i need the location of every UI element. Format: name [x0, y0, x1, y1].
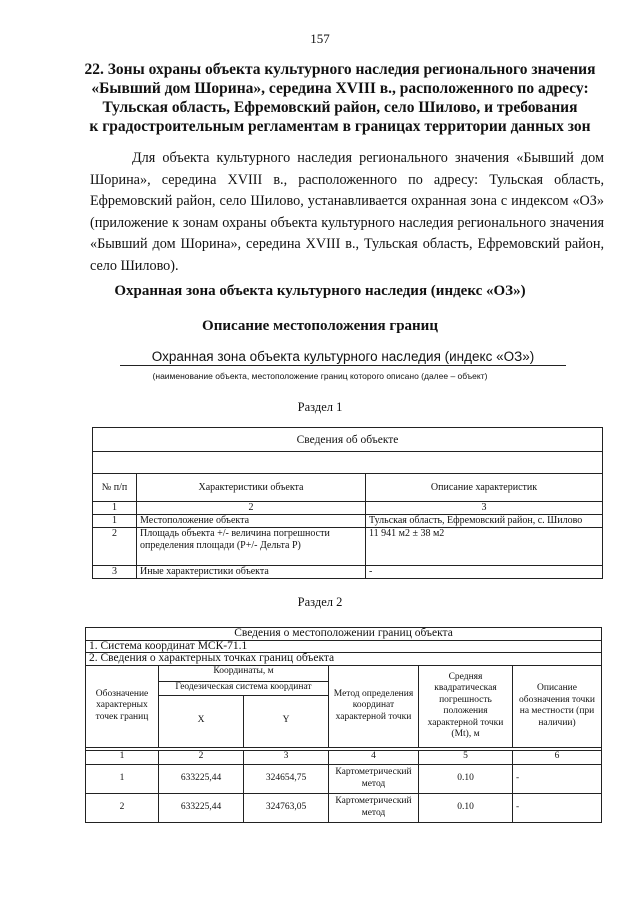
- header-coordinates: Координаты, м: [159, 665, 329, 681]
- row-description: 11 941 м2 ± 38 м2: [366, 528, 603, 566]
- index-cell: 1: [86, 750, 159, 764]
- index-cell: 3: [366, 502, 603, 515]
- heading-line: к градостроительным регламентам в границах территории данных зон: [89, 118, 591, 135]
- header-y: Y: [244, 695, 329, 747]
- row-characteristic: Площадь объекта +/- величина погрешности определения площади (P+/- Дельта P): [137, 528, 366, 566]
- table-row: [93, 528, 603, 566]
- point-method: Картометрический метод: [329, 793, 419, 822]
- header-designation: Обозначение характерных точек границ: [86, 665, 159, 747]
- boundary-points-table: [85, 627, 602, 823]
- points-info-row: 2. Сведения о характерных точках границ объекта: [86, 653, 602, 666]
- index-cell: 2: [159, 750, 244, 764]
- index-cell: 4: [329, 750, 419, 764]
- zone-subheading: Охранная зона объекта культурного наследия (индекс «ОЗ»): [114, 283, 526, 299]
- table-row: [86, 793, 602, 822]
- table-spacer-row: [93, 452, 603, 474]
- index-cell: 5: [419, 750, 513, 764]
- header-marking: Описание обозначения точки на местности (при наличии): [513, 665, 602, 747]
- heading-line: «Бывший дом Шорина», середина XVIII в., расположенного по адресу:: [91, 80, 589, 97]
- row-num: 1: [93, 515, 137, 528]
- point-y: 324763,05: [244, 793, 329, 822]
- table-title: Сведения об объекте: [93, 428, 603, 452]
- heading-line: 22. Зоны охраны объекта культурного наследия регионального значения: [84, 61, 596, 78]
- document-heading: [60, 60, 620, 136]
- object-name-note: (наименование объекта, местоположение границ которого описано (далее – объект): [152, 371, 488, 381]
- boundary-description-subheading: Описание местоположения границ: [202, 318, 438, 334]
- table-row: [93, 515, 603, 528]
- point-x: 633225,44: [159, 764, 244, 793]
- header-geo-system: Геодезическая система координат: [159, 681, 329, 695]
- object-name: Охранная зона объекта культурного наследия (индекс «ОЗ»): [120, 349, 566, 366]
- section-2-label: Раздел 2: [297, 595, 343, 609]
- header-characteristics: Характеристики объекта: [137, 474, 366, 502]
- object-info-table: [92, 427, 603, 579]
- body-paragraph: [90, 148, 604, 277]
- header-error: Средняя квадратическая погрешность положения характерной точки (Mt), м: [419, 665, 513, 747]
- header-x: X: [159, 695, 244, 747]
- header-num: № п/п: [93, 474, 137, 502]
- paragraph-text: Для объекта культурного наследия регионального значения «Бывший дом Шорина», середина XVIII в., расположенного по адресу: Тульская область, Ефремовский район, село Шилово, устанавливается охранная зона с индексом «ОЗ» (приложение к зонам охраны объекта культурного наследия регионального значения «Бывший дом Шорина», середина XVIII в., Тульская область, Ефремовский район, село Шилово).: [90, 150, 604, 274]
- index-cell: 3: [244, 750, 329, 764]
- point-error: 0.10: [419, 764, 513, 793]
- point-id: 1: [86, 764, 159, 793]
- row-num: 3: [93, 566, 137, 579]
- table-row: [93, 566, 603, 579]
- coordinate-system-row: 1. Система координат МСК-71.1: [86, 640, 602, 653]
- point-y: 324654,75: [244, 764, 329, 793]
- index-cell: 6: [513, 750, 602, 764]
- page-number: 157: [310, 31, 330, 46]
- table-row: [86, 764, 602, 793]
- section-1-label: Раздел 1: [297, 400, 343, 414]
- row-description: -: [366, 566, 603, 579]
- point-method: Картометрический метод: [329, 764, 419, 793]
- table-title: Сведения о местоположении границ объекта: [86, 628, 602, 641]
- heading-line: Тульская область, Ефремовский район, село Шилово, и требования: [102, 99, 578, 116]
- row-characteristic: Местоположение объекта: [137, 515, 366, 528]
- index-cell: 2: [137, 502, 366, 515]
- point-error: 0.10: [419, 793, 513, 822]
- point-id: 2: [86, 793, 159, 822]
- header-description: Описание характеристик: [366, 474, 603, 502]
- index-cell: 1: [93, 502, 137, 515]
- point-x: 633225,44: [159, 793, 244, 822]
- point-marking: -: [513, 793, 602, 822]
- header-method: Метод определения координат характерной точки: [329, 665, 419, 747]
- row-characteristic: Иные характеристики объекта: [137, 566, 366, 579]
- row-description: Тульская область, Ефремовский район, с. Шилово: [366, 515, 603, 528]
- row-num: 2: [93, 528, 137, 566]
- point-marking: -: [513, 764, 602, 793]
